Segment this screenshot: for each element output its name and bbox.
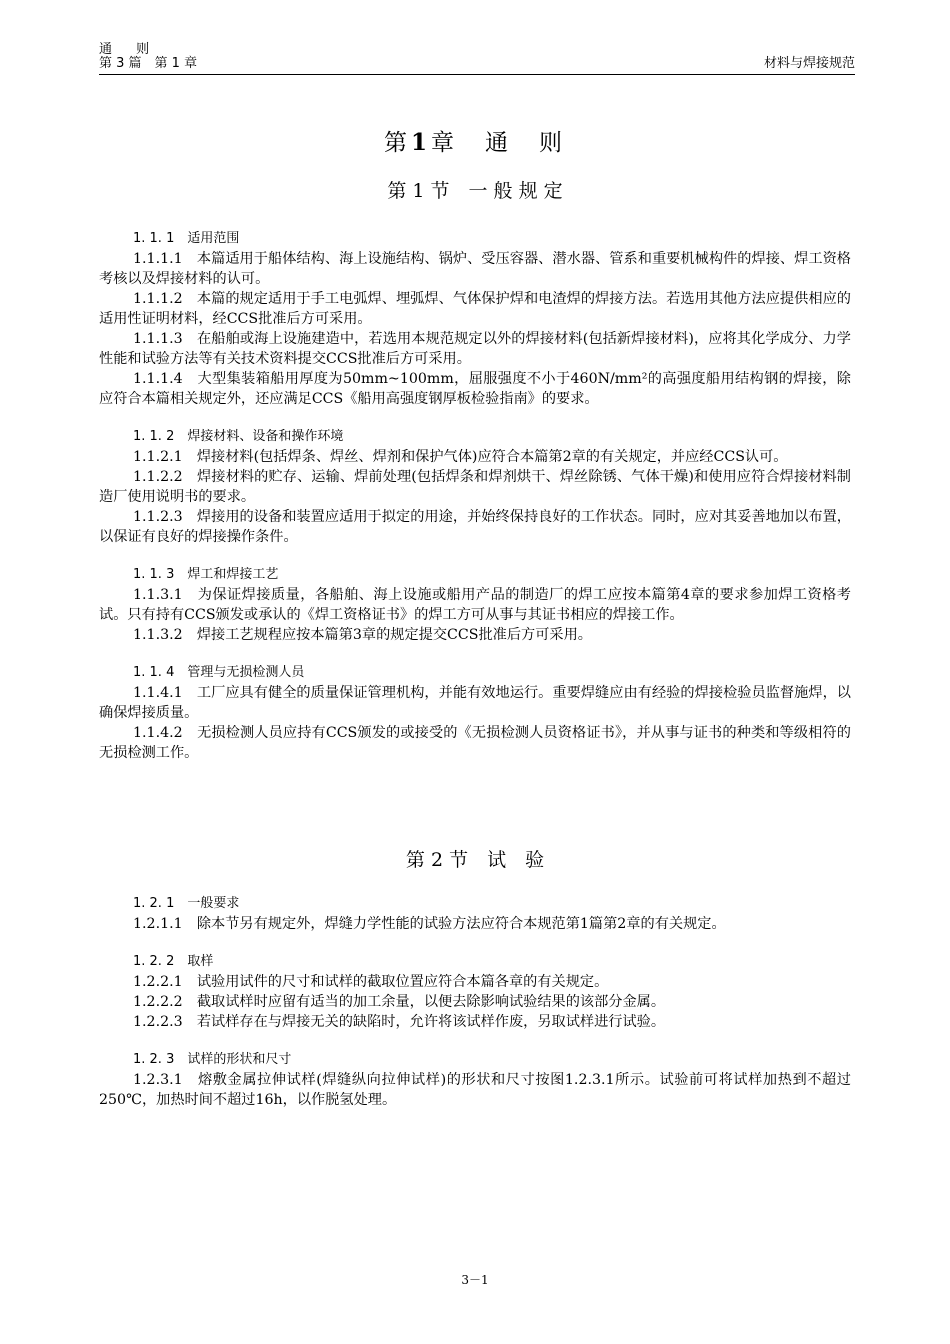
paragraph: 1.2.2.3 若试样存在与焊接无关的缺陷时，允许将该试样作废，另取试样进行试验。	[133, 1014, 666, 1030]
chapter-number: 1	[410, 129, 431, 156]
paragraph: 1.1.4.2 无损检测人员应持有CCS颁发的或接受的《无损检测人员资格证书》，并从事与证书的种类和等级相符的无损检测工作。	[99, 725, 851, 761]
subsection-heading: 1. 1. 2 焊接材料、设备和操作环境	[133, 429, 344, 444]
chapter-title	[0, 124, 950, 157]
header-part-chapter: 第 3 篇 第 1 章	[99, 56, 198, 71]
subsection-heading: 1. 1. 1 适用范围	[133, 231, 240, 246]
subsection-heading: 1. 1. 3 焊工和焊接工艺	[133, 567, 279, 582]
subsection-heading: 1. 2. 2 取样	[133, 954, 214, 969]
paragraph: 1.1.1.2 本篇的规定适用于手工电弧焊、埋弧焊、气体保护焊和电渣焊的焊接方法。若选用其他方法应提供相应的适用性证明材料，经CCS批准后方可采用。	[99, 291, 851, 327]
section-title: 第 2 节 试 验	[405, 849, 545, 871]
paragraph: 1.2.3.1 熔敷金属拉伸试样(焊缝纵向拉伸试样)的形状和尺寸按图1.2.3.1所示。试验前可将试样加热到不超过250℃，加热时间不超过16h，以作脱氢处理。	[99, 1072, 851, 1108]
paragraph: 1.1.3.2 焊接工艺规程应按本篇第3章的规定提交CCS批准后方可采用。	[133, 627, 592, 643]
paragraph: 1.1.3.1 为保证焊接质量，各船舶、海上设施或船用产品的制造厂的焊工应按本篇第4章的要求参加焊工资格考试。只有持有CCS颁发或承认的《焊工资格证书》的焊工方可从事与其证书相应的焊接工作。	[99, 587, 851, 623]
subsection-heading: 1. 2. 3 试样的形状和尺寸	[133, 1052, 292, 1067]
paragraph: 1.2.2.2 截取试样时应留有适当的加工余量，以便去除影响试验结果的该部分金属。	[133, 994, 666, 1010]
paragraph: 1.1.2.2 焊接材料的贮存、运输、焊前处理(包括焊条和焊剂烘干、焊丝除锈、气体干燥)和使用应符合焊接材料制造厂使用说明书的要求。	[99, 469, 851, 505]
paragraph: 1.1.4.1 工厂应具有健全的质量保证管理机构，并能有效地运行。重要焊缝应由有经验的焊接检验员监督施焊，以确保焊接质量。	[99, 685, 851, 721]
running-header-title: 通 则	[99, 42, 160, 57]
section-2-body	[99, 894, 851, 1110]
subsection-heading: 1. 2. 1 一般要求	[133, 896, 240, 911]
paragraph: 1.2.2.1 试验用试件的尺寸和试样的截取位置应符合本篇各章的有关规定。	[133, 974, 609, 990]
chapter-title-suffix: 章 通 则	[431, 130, 566, 156]
subsection-heading: 1. 1. 4 管理与无损检测人员	[133, 665, 305, 680]
running-header	[99, 56, 855, 75]
page-number: 3－1	[461, 1273, 489, 1287]
section-title: 第 1 节 一 般 规 定	[387, 180, 563, 202]
paragraph: 1.1.2.3 焊接用的设备和装置应适用于拟定的用途，并始终保持良好的工作状态。同时，应对其妥善地加以布置，以保证有良好的焊接操作条件。	[99, 509, 851, 545]
paragraph: 1.1.2.1 焊接材料(包括焊条、焊丝、焊剂和保护气体)应符合本篇第2章的有关规定，并应经CCS认可。	[133, 449, 788, 465]
paragraph: 1.2.1.1 除本节另有规定外，焊缝力学性能的试验方法应符合本规范第1篇第2章的有关规定。	[133, 916, 726, 932]
chapter-title-prefix: 第	[383, 130, 411, 156]
paragraph: 1.1.1.1 本篇适用于船体结构、海上设施结构、锅炉、受压容器、潜水器、管系和重要机械构件的焊接、焊工资格考核以及焊接材料的认可。	[99, 251, 851, 287]
header-document-name: 材料与焊接规范	[763, 56, 855, 71]
paragraph: 1.1.1.4 大型集装箱船用厚度为50mm~100mm，屈服强度不小于460N/mm²的高强度船用结构钢的焊接，除应符合本篇相关规定外，还应满足CCS《船用高强度钢厚板检验指南》的要求。	[99, 371, 851, 407]
section-1-body	[99, 229, 851, 763]
paragraph: 1.1.1.3 在船舶或海上设施建造中，若选用本规范规定以外的焊接材料(包括新焊接材料)，应将其化学成分、力学性能和试验方法等有关技术资料提交CCS批准后方可采用。	[99, 331, 851, 367]
